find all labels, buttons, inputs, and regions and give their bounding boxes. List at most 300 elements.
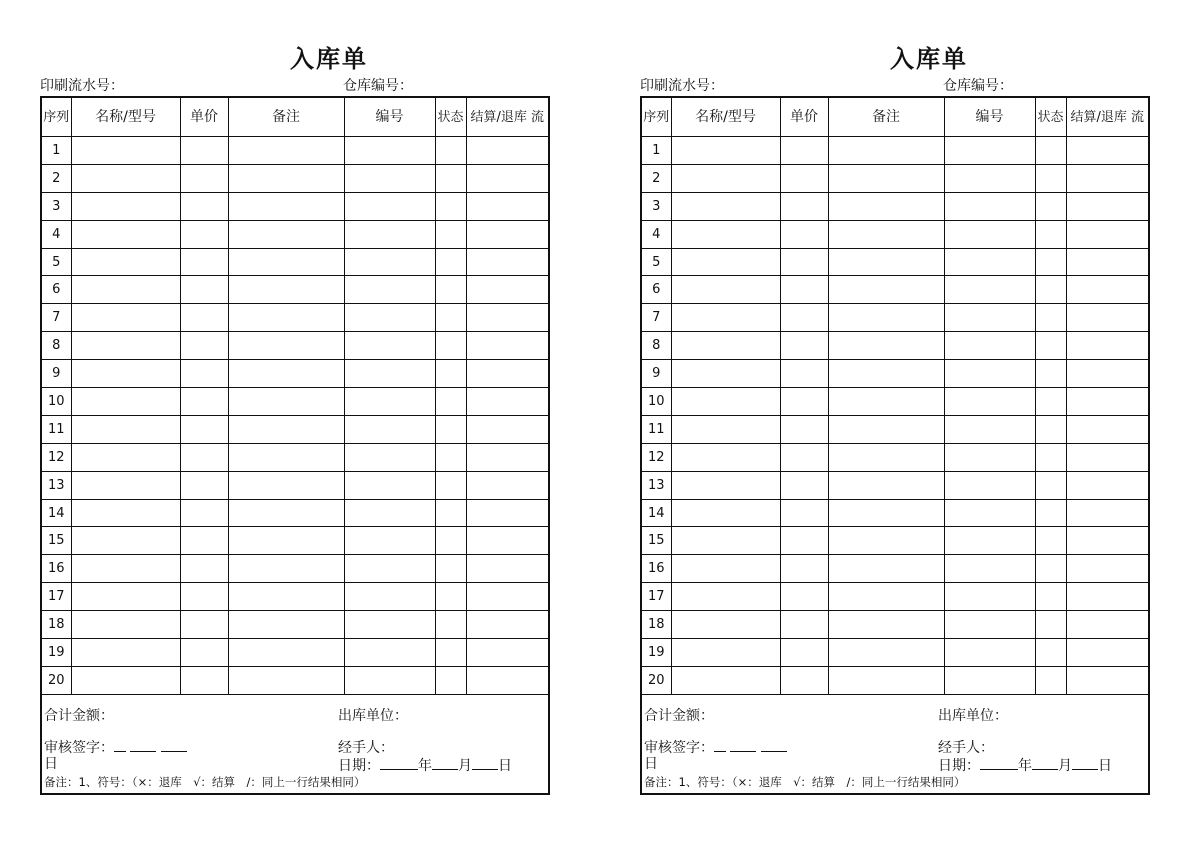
table-cell[interactable]: [671, 415, 780, 443]
table-cell[interactable]: [180, 164, 228, 192]
table-cell[interactable]: [71, 276, 180, 304]
row-index: 18: [41, 611, 71, 639]
table-cell[interactable]: [1066, 499, 1149, 527]
table-cell[interactable]: [780, 304, 828, 332]
table-cell[interactable]: [71, 443, 180, 471]
table-cell[interactable]: [228, 192, 344, 220]
table-cell[interactable]: [828, 415, 944, 443]
table-cell[interactable]: [671, 555, 780, 583]
table-row: [41, 360, 549, 388]
table-cell[interactable]: [671, 471, 780, 499]
table-cell[interactable]: [435, 666, 466, 694]
table-row: [641, 360, 1149, 388]
table-cell[interactable]: [466, 527, 549, 555]
table-cell[interactable]: [828, 611, 944, 639]
table-cell[interactable]: [828, 192, 944, 220]
table-cell[interactable]: [780, 248, 828, 276]
table-cell[interactable]: [1066, 164, 1149, 192]
table-cell[interactable]: [435, 304, 466, 332]
header-remarks: 备注: [228, 97, 344, 137]
table-cell[interactable]: [466, 192, 549, 220]
table-cell[interactable]: [828, 471, 944, 499]
table-row: [641, 499, 1149, 527]
table-cell[interactable]: [828, 583, 944, 611]
table-cell[interactable]: [435, 164, 466, 192]
table-cell[interactable]: [828, 304, 944, 332]
table-cell[interactable]: [944, 276, 1035, 304]
table-cell[interactable]: [1035, 639, 1066, 667]
table-cell[interactable]: [780, 276, 828, 304]
serial-number-label: 印刷流水号：: [40, 78, 124, 94]
table-cell[interactable]: [828, 666, 944, 694]
header-name-model: 名称/型号: [71, 97, 180, 137]
table-row: [641, 304, 1149, 332]
table-cell[interactable]: [435, 555, 466, 583]
table-cell[interactable]: [228, 164, 344, 192]
table-cell[interactable]: [71, 192, 180, 220]
header-status: 状态: [1035, 97, 1066, 137]
table-cell[interactable]: [466, 164, 549, 192]
table-cell[interactable]: [344, 415, 435, 443]
table-row: [641, 611, 1149, 639]
table-cell[interactable]: [1066, 304, 1149, 332]
table-cell[interactable]: [828, 443, 944, 471]
table-cell[interactable]: [1066, 388, 1149, 416]
serial-number-label: 印刷流水号：: [640, 78, 724, 94]
table-cell[interactable]: [671, 666, 780, 694]
table-cell[interactable]: [780, 388, 828, 416]
table-cell[interactable]: [435, 527, 466, 555]
table-cell[interactable]: [71, 471, 180, 499]
table-cell[interactable]: [466, 499, 549, 527]
table-cell[interactable]: [180, 137, 228, 165]
table-cell[interactable]: [180, 471, 228, 499]
table-cell[interactable]: [228, 555, 344, 583]
table-cell[interactable]: [944, 164, 1035, 192]
table-cell[interactable]: [780, 666, 828, 694]
table-row: [41, 388, 549, 416]
table-row: [641, 471, 1149, 499]
table-cell[interactable]: [466, 555, 549, 583]
table-row: [41, 248, 549, 276]
row-index: 16: [41, 555, 71, 583]
table-cell[interactable]: [435, 332, 466, 360]
table-cell[interactable]: [228, 332, 344, 360]
table-cell[interactable]: [344, 137, 435, 165]
table-row: [41, 527, 549, 555]
table-cell[interactable]: [1066, 639, 1149, 667]
table-cell[interactable]: [671, 583, 780, 611]
row-index: 9: [41, 360, 71, 388]
table-cell[interactable]: [828, 555, 944, 583]
table-cell[interactable]: [1035, 555, 1066, 583]
row-index: 19: [41, 639, 71, 667]
table-cell[interactable]: [466, 360, 549, 388]
handler-label: 经手人：: [338, 739, 394, 756]
table-cell[interactable]: [466, 443, 549, 471]
table-cell[interactable]: [828, 137, 944, 165]
table-cell[interactable]: [1066, 583, 1149, 611]
row-index: 3: [641, 192, 671, 220]
table-cell[interactable]: [180, 304, 228, 332]
table-cell[interactable]: [944, 388, 1035, 416]
table-cell[interactable]: [671, 360, 780, 388]
table-cell[interactable]: [1066, 360, 1149, 388]
table-cell[interactable]: [466, 415, 549, 443]
header-status: 状态: [435, 97, 466, 137]
table-cell[interactable]: [466, 276, 549, 304]
table-cell[interactable]: [780, 639, 828, 667]
table-cell[interactable]: [944, 611, 1035, 639]
table-cell[interactable]: [435, 583, 466, 611]
table-cell[interactable]: [228, 471, 344, 499]
table-cell[interactable]: [1066, 220, 1149, 248]
table-cell[interactable]: [828, 276, 944, 304]
table-cell[interactable]: [344, 499, 435, 527]
table-cell[interactable]: [1035, 248, 1066, 276]
table-cell[interactable]: [71, 555, 180, 583]
table-cell[interactable]: [71, 304, 180, 332]
table-cell[interactable]: [944, 555, 1035, 583]
table-cell[interactable]: [780, 611, 828, 639]
table-cell[interactable]: [944, 415, 1035, 443]
table-cell[interactable]: [671, 332, 780, 360]
table-cell[interactable]: [71, 611, 180, 639]
table-cell[interactable]: [180, 611, 228, 639]
table-row: [641, 388, 1149, 416]
date-field: 日期： 年 月 日: [938, 757, 1112, 774]
table-cell[interactable]: [1035, 164, 1066, 192]
table-cell[interactable]: [671, 639, 780, 667]
table-cell[interactable]: [435, 499, 466, 527]
table-cell[interactable]: [780, 443, 828, 471]
table-cell[interactable]: [435, 415, 466, 443]
row-index: 10: [641, 388, 671, 416]
table-cell[interactable]: [1066, 415, 1149, 443]
table-cell[interactable]: [180, 666, 228, 694]
table-cell[interactable]: [1035, 527, 1066, 555]
table-cell[interactable]: [435, 248, 466, 276]
header-unit-price: 单价: [180, 97, 228, 137]
table-cell[interactable]: [1066, 555, 1149, 583]
warehouse-number-label: 仓库编号：: [343, 78, 413, 94]
table-cell[interactable]: [780, 332, 828, 360]
form-meta-row: [640, 78, 1148, 96]
table-cell[interactable]: [344, 248, 435, 276]
table-cell[interactable]: [344, 583, 435, 611]
table-cell[interactable]: [671, 137, 780, 165]
row-index: 2: [41, 164, 71, 192]
table-row: [41, 164, 549, 192]
table-cell[interactable]: [466, 220, 549, 248]
table-cell[interactable]: [180, 499, 228, 527]
table-cell[interactable]: [180, 527, 228, 555]
table-cell[interactable]: [780, 360, 828, 388]
table-cell[interactable]: [1035, 666, 1066, 694]
table-cell[interactable]: [344, 192, 435, 220]
table-row: [641, 220, 1149, 248]
table-cell[interactable]: [71, 360, 180, 388]
table-cell[interactable]: [71, 666, 180, 694]
table-cell[interactable]: [1066, 527, 1149, 555]
header-index: 序列: [641, 97, 671, 137]
table-cell[interactable]: [71, 415, 180, 443]
table-cell[interactable]: [435, 443, 466, 471]
table-cell[interactable]: [780, 137, 828, 165]
table-cell[interactable]: [780, 192, 828, 220]
table-cell[interactable]: [944, 666, 1035, 694]
table-cell[interactable]: [944, 639, 1035, 667]
table-cell[interactable]: [228, 388, 344, 416]
row-index: 4: [41, 220, 71, 248]
table-cell[interactable]: [671, 248, 780, 276]
table-cell[interactable]: [180, 583, 228, 611]
table-cell[interactable]: [780, 471, 828, 499]
row-index: 16: [641, 555, 671, 583]
table-cell[interactable]: [466, 388, 549, 416]
table-cell[interactable]: [1035, 443, 1066, 471]
table-cell[interactable]: [828, 164, 944, 192]
table-cell[interactable]: [1035, 360, 1066, 388]
table-cell[interactable]: [1035, 137, 1066, 165]
review-signature-day: 日: [44, 755, 58, 772]
table-cell[interactable]: [71, 164, 180, 192]
table-cell[interactable]: [344, 527, 435, 555]
table-cell[interactable]: [780, 499, 828, 527]
table-cell[interactable]: [671, 304, 780, 332]
table-cell[interactable]: [1066, 248, 1149, 276]
table-cell[interactable]: [344, 555, 435, 583]
table-cell[interactable]: [944, 471, 1035, 499]
table-cell[interactable]: [944, 527, 1035, 555]
row-index: 11: [41, 415, 71, 443]
table-cell[interactable]: [944, 360, 1035, 388]
table-row: [41, 611, 549, 639]
warehouse-receipt-form-right: [640, 40, 1148, 795]
table-cell[interactable]: [944, 443, 1035, 471]
table-cell[interactable]: [1035, 220, 1066, 248]
table-cell[interactable]: [228, 220, 344, 248]
table-cell[interactable]: [71, 639, 180, 667]
table-cell[interactable]: [1066, 611, 1149, 639]
table-cell[interactable]: [671, 220, 780, 248]
table-cell[interactable]: [1035, 276, 1066, 304]
header-unit-price: 单价: [780, 97, 828, 137]
table-cell[interactable]: [780, 220, 828, 248]
table-cell[interactable]: [466, 666, 549, 694]
table-cell[interactable]: [1035, 471, 1066, 499]
table-cell[interactable]: [944, 332, 1035, 360]
header-code: 编号: [944, 97, 1035, 137]
table-cell[interactable]: [228, 527, 344, 555]
table-cell[interactable]: [180, 388, 228, 416]
table-cell[interactable]: [1066, 666, 1149, 694]
table-cell[interactable]: [671, 164, 780, 192]
table-cell[interactable]: [466, 471, 549, 499]
table-cell[interactable]: [344, 443, 435, 471]
table-cell[interactable]: [780, 555, 828, 583]
form-title: 入库单: [290, 45, 368, 73]
table-cell[interactable]: [944, 220, 1035, 248]
table-row: [641, 666, 1149, 694]
table-cell[interactable]: [1035, 332, 1066, 360]
table-cell[interactable]: [228, 248, 344, 276]
warehouse-number-label: 仓库编号：: [943, 78, 1013, 94]
table-cell[interactable]: [71, 332, 180, 360]
table-cell[interactable]: [344, 332, 435, 360]
table-cell[interactable]: [228, 611, 344, 639]
table-cell[interactable]: [180, 415, 228, 443]
table-cell[interactable]: [944, 137, 1035, 165]
table-cell[interactable]: [344, 220, 435, 248]
table-cell[interactable]: [71, 499, 180, 527]
table-cell[interactable]: [1035, 415, 1066, 443]
table-cell[interactable]: [228, 499, 344, 527]
table-cell[interactable]: [180, 639, 228, 667]
table-cell[interactable]: [180, 220, 228, 248]
table-cell[interactable]: [435, 192, 466, 220]
table-cell[interactable]: [344, 164, 435, 192]
row-index: 20: [641, 666, 671, 694]
table-cell[interactable]: [1066, 137, 1149, 165]
table-cell[interactable]: [1066, 276, 1149, 304]
table-cell[interactable]: [344, 471, 435, 499]
total-amount-label: 合计金额：: [44, 707, 114, 724]
table-cell[interactable]: [828, 527, 944, 555]
table-cell[interactable]: [228, 360, 344, 388]
table-cell[interactable]: [671, 611, 780, 639]
table-cell[interactable]: [435, 639, 466, 667]
table-cell[interactable]: [228, 639, 344, 667]
table-cell[interactable]: [1035, 611, 1066, 639]
table-cell[interactable]: [344, 304, 435, 332]
table-cell[interactable]: [1066, 443, 1149, 471]
table-row: [41, 276, 549, 304]
form-title: 入库单: [890, 45, 968, 73]
table-cell[interactable]: [828, 332, 944, 360]
table-cell[interactable]: [228, 583, 344, 611]
table-cell[interactable]: [1035, 499, 1066, 527]
table-cell[interactable]: [344, 666, 435, 694]
table-cell[interactable]: [71, 137, 180, 165]
table-cell[interactable]: [435, 360, 466, 388]
table-cell[interactable]: [466, 583, 549, 611]
table-cell[interactable]: [671, 527, 780, 555]
form-meta-row: [40, 78, 548, 96]
table-cell[interactable]: [780, 415, 828, 443]
row-index: 5: [41, 248, 71, 276]
table-cell[interactable]: [180, 276, 228, 304]
table-cell[interactable]: [71, 248, 180, 276]
table-cell[interactable]: [466, 304, 549, 332]
table-cell[interactable]: [671, 388, 780, 416]
row-index: 8: [641, 332, 671, 360]
table-cell[interactable]: [180, 555, 228, 583]
table-cell[interactable]: [228, 304, 344, 332]
table-cell[interactable]: [228, 415, 344, 443]
table-cell[interactable]: [1035, 388, 1066, 416]
table-cell[interactable]: [780, 527, 828, 555]
table-cell[interactable]: [828, 360, 944, 388]
table-cell[interactable]: [435, 388, 466, 416]
table-cell[interactable]: [780, 583, 828, 611]
outbound-unit-label: 出库单位：: [938, 707, 1008, 724]
table-cell[interactable]: [671, 192, 780, 220]
table-cell[interactable]: [180, 332, 228, 360]
table-cell[interactable]: [435, 611, 466, 639]
table-cell[interactable]: [344, 639, 435, 667]
table-cell[interactable]: [944, 499, 1035, 527]
table-cell[interactable]: [71, 388, 180, 416]
table-cell[interactable]: [944, 304, 1035, 332]
table-cell[interactable]: [1066, 192, 1149, 220]
table-cell[interactable]: [466, 332, 549, 360]
table-cell[interactable]: [828, 248, 944, 276]
table-row: [641, 164, 1149, 192]
table-cell[interactable]: [944, 583, 1035, 611]
table-cell[interactable]: [71, 220, 180, 248]
table-cell[interactable]: [780, 164, 828, 192]
table-cell[interactable]: [1066, 471, 1149, 499]
table-row: [41, 443, 549, 471]
table-cell[interactable]: [828, 388, 944, 416]
table-cell[interactable]: [180, 248, 228, 276]
table-cell[interactable]: [180, 443, 228, 471]
table-cell[interactable]: [828, 499, 944, 527]
table-cell[interactable]: [344, 276, 435, 304]
table-cell[interactable]: [228, 443, 344, 471]
table-row: [41, 583, 549, 611]
table-cell[interactable]: [228, 137, 344, 165]
table-cell[interactable]: [466, 639, 549, 667]
table-cell[interactable]: [671, 276, 780, 304]
table-cell[interactable]: [671, 499, 780, 527]
table-cell[interactable]: [1035, 583, 1066, 611]
table-cell[interactable]: [944, 192, 1035, 220]
table-header-row: [41, 97, 549, 137]
row-index: 12: [641, 443, 671, 471]
table-cell[interactable]: [466, 137, 549, 165]
header-name-model: 名称/型号: [671, 97, 780, 137]
row-index: 7: [641, 304, 671, 332]
table-cell[interactable]: [180, 360, 228, 388]
table-cell[interactable]: [828, 639, 944, 667]
outbound-unit-label: 出库单位：: [338, 707, 408, 724]
table-cell[interactable]: [228, 276, 344, 304]
table-cell[interactable]: [944, 248, 1035, 276]
table-cell[interactable]: [228, 666, 344, 694]
table-cell[interactable]: [466, 611, 549, 639]
table-cell[interactable]: [1035, 192, 1066, 220]
table-cell[interactable]: [1066, 332, 1149, 360]
table-cell[interactable]: [344, 611, 435, 639]
table-cell[interactable]: [71, 527, 180, 555]
row-index: 15: [641, 527, 671, 555]
table-cell[interactable]: [466, 248, 549, 276]
table-cell[interactable]: [1035, 304, 1066, 332]
table-cell[interactable]: [435, 276, 466, 304]
table-cell[interactable]: [344, 388, 435, 416]
table-cell[interactable]: [671, 443, 780, 471]
table-cell[interactable]: [828, 220, 944, 248]
review-signature: 审核签字：: [44, 737, 187, 757]
table-cell[interactable]: [435, 220, 466, 248]
table-cell[interactable]: [344, 360, 435, 388]
table-cell[interactable]: [180, 192, 228, 220]
table-cell[interactable]: [435, 471, 466, 499]
table-cell[interactable]: [435, 137, 466, 165]
table-cell[interactable]: [71, 583, 180, 611]
